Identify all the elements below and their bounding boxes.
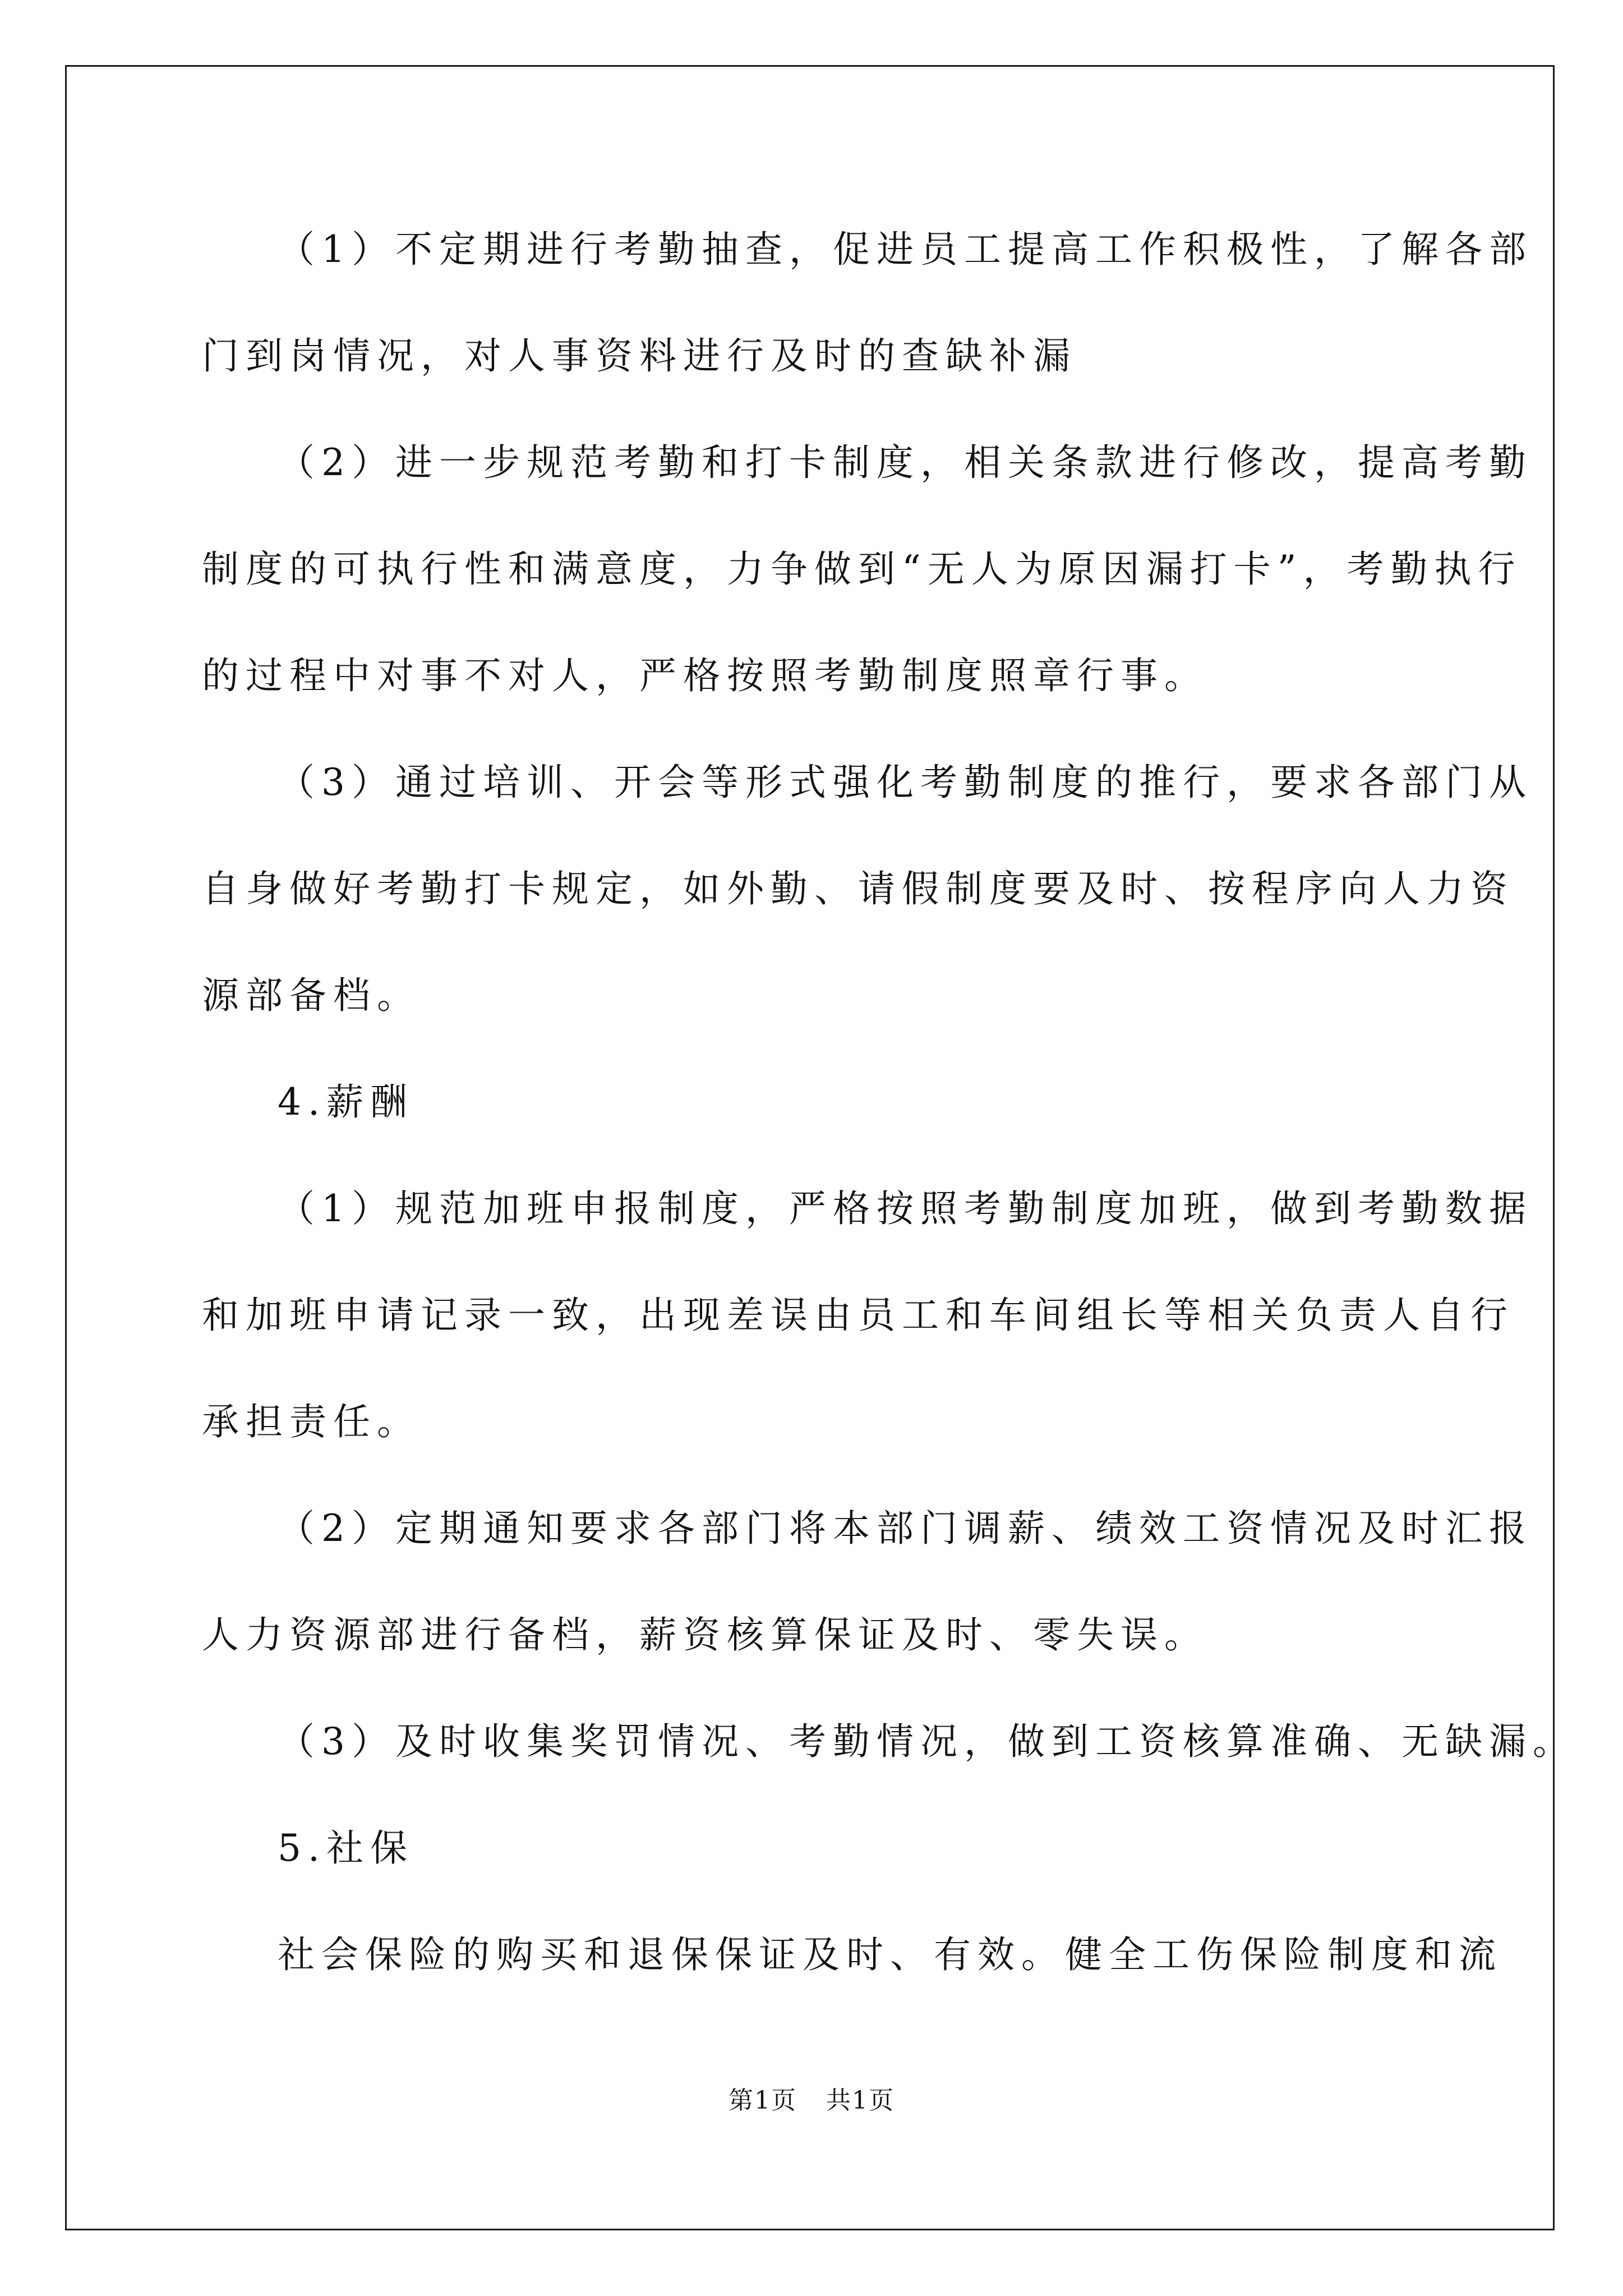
paragraph-4-line-1: （1）规范加班申报制度，严格按照考勤制度加班，做到考勤数据	[278, 1187, 1533, 1230]
section-heading-salary: 4.薪酬	[278, 1080, 414, 1124]
page-number-current: 第1页	[728, 2086, 797, 2115]
page-number-total: 共1页	[826, 2086, 895, 2115]
paragraph-2-line-1: （2）进一步规范考勤和打卡制度，相关条款进行修改，提高考勤	[278, 441, 1533, 484]
page-border	[65, 65, 1576, 2230]
paragraph-4-line-2: 和加班申请记录一致，出现差误由员工和车间组长等相关负责人自行	[202, 1294, 1514, 1337]
paragraph-2-line-2: 制度的可执行性和满意度，力争做到“无人为原因漏打卡”，考勤执行	[202, 547, 1522, 591]
paragraph-5-line-1: （2）定期通知要求各部门将本部门调薪、绩效工资情况及时汇报	[278, 1507, 1533, 1550]
paragraph-3-line-1: （3）通过培训、开会等形式强化考勤制度的推行，要求各部门从	[278, 761, 1533, 804]
paragraph-3-line-3: 源部备档。	[202, 974, 421, 1017]
paragraph-6-line-1: （3）及时收集奖罚情况、考勤情况，做到工资核算准确、无缺漏。	[278, 1720, 1576, 1763]
paragraph-5-line-2: 人力资源部进行备档，薪资核算保证及时、零失误。	[202, 1613, 1208, 1657]
paragraph-4-line-3: 承担责任。	[202, 1400, 421, 1443]
paragraph-2-line-3: 的过程中对事不对人，严格按照考勤制度照章行事。	[202, 654, 1208, 697]
paragraph-3-line-2: 自身做好考勤打卡规定，如外勤、请假制度要及时、按程序向人力资	[202, 867, 1514, 910]
page-footer	[0, 2084, 1623, 2118]
paragraph-1-line-1: （1）不定期进行考勤抽查，促进员工提高工作积极性，了解各部	[278, 228, 1533, 271]
section-heading-social-insurance: 5.社保	[278, 1826, 414, 1870]
paragraph-1-line-2: 门到岗情况，对人事资料进行及时的查缺补漏	[202, 334, 1077, 378]
paragraph-7-line-1: 社会保险的购买和退保保证及时、有效。健全工伤保险制度和流	[278, 1933, 1502, 1976]
